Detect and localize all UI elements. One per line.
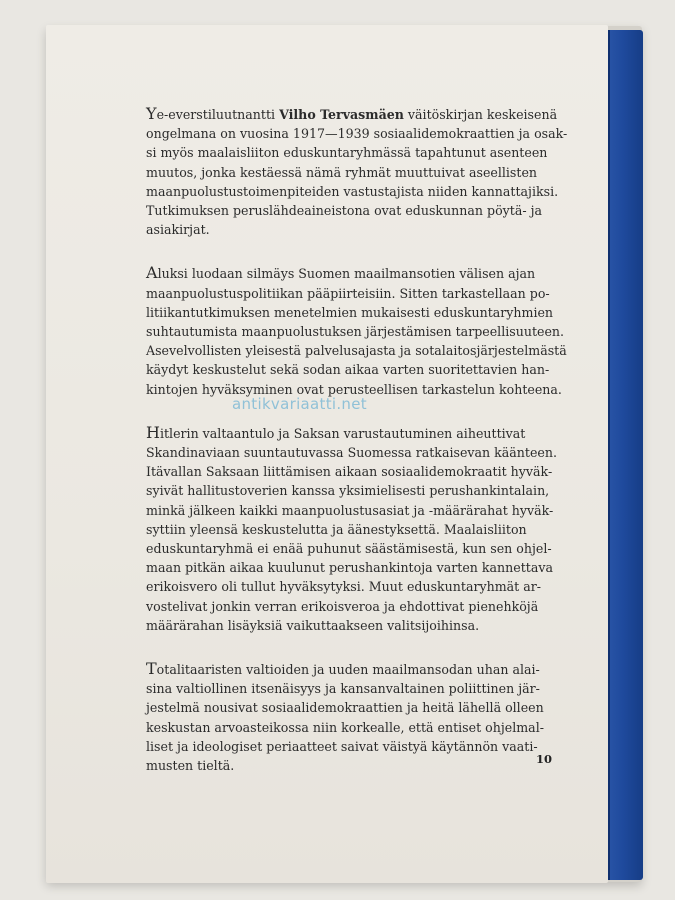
text-line: ongelmana on vuosina 1917—1939 sosiaalidemokraattien ja osak-	[146, 126, 568, 142]
text-line: Asevelvollisten yleisestä palvelusajasta ja sotalaitosjärjestelmästä	[146, 343, 567, 359]
blurb-text	[146, 104, 568, 799]
text-line: Ye-everstiluutnantti Vilho Tervasmäen väitöskirjan keskeisenä	[146, 104, 558, 123]
text-line: musten tieltä.	[146, 758, 235, 774]
text-line: Itävallan Saksaan liittämisen aikaan sosiaalidemokraatit hyväk-	[146, 464, 553, 480]
text-line: vostelivat jonkin verran erikoisveroa ja ehdottivat pienehköjä	[146, 598, 539, 614]
text-line: si myös maalaisliiton eduskuntaryhmässä tapahtunut asenteen	[146, 145, 548, 161]
paragraph-3	[146, 422, 557, 635]
text-line: Tutkimuksen peruslähdeaineistona ovat eduskunnan pöytä- ja	[146, 203, 543, 219]
paragraph-2	[146, 263, 567, 398]
text-line: keskustan arvoasteikossa niin korkealle, että entiset ohjelmal-	[146, 719, 544, 735]
text-line: sina valtiollinen itsenäisyys ja kansanvaltainen poliittinen jär-	[146, 681, 540, 697]
text-line: maan pitkän aikaa kuulunut perushankintoja varten kannettava	[146, 560, 553, 576]
initial-letter: T	[146, 659, 157, 679]
paragraph-4	[146, 659, 546, 775]
text-line: maanpuolustustoimenpiteiden vastustajista niiden kannattajiksi.	[146, 183, 559, 199]
text-line: muutos, jonka kestäessä nämä ryhmät muuttuivat aseellisten	[146, 164, 538, 180]
text-line: eduskuntaryhmä ei enää puhunut säästämisestä, kun sen ohjel-	[146, 541, 552, 557]
initial-letter: H	[146, 422, 160, 442]
text-line: maanpuolustuspolitiikan pääpiirteisiin. Sitten tarkastellaan po-	[146, 285, 550, 301]
text-line: Totalitaaristen valtioiden ja uuden maailmansodan uhan alai-	[146, 659, 540, 679]
initial-letter: A	[146, 263, 158, 283]
text-line: Hitlerin valtaantulo ja Saksan varustautuminen aiheuttivat	[146, 422, 526, 442]
text-line: syivät hallitustoverien kanssa yksimielisesti perushankintalain,	[146, 483, 550, 499]
text-line: syttiin yleensä keskustelutta ja äänestyksettä. Maalaisliiton	[146, 521, 527, 537]
text-line: Aluksi luodaan silmäys Suomen maailmansotien välisen ajan	[146, 263, 536, 283]
text-line: Skandinaviaan suuntautuvassa Suomessa ratkaisevan käänteen.	[146, 445, 557, 461]
page-number: 10	[536, 752, 553, 766]
text-line: käydyt keskustelut sekä sodan aikaa varten suoritettavien han-	[146, 362, 550, 378]
author-name: Vilho Tervasmäen	[279, 107, 404, 122]
paragraph-1	[146, 104, 568, 239]
text-line: määrärahan lisäyksiä vaikuttaakseen valitsijoihinsa.	[146, 617, 480, 633]
text-line: minkä jälkeen kaikki maanpuolustusasiat ja -määrärahat hyväk-	[146, 502, 554, 518]
initial-letter: Y	[146, 104, 157, 123]
text-line: asiakirjat.	[146, 222, 210, 238]
text-line: kintojen hyväksyminen ovat perusteellisen tarkastelun kohteena.	[146, 381, 562, 397]
text-line: jestelmä nousivat sosiaalidemokraattien ja heitä lähellä olleen	[146, 700, 544, 716]
text-line: litiikantutkimuksen menetelmien mukaisesti eduskuntaryhmien	[146, 304, 554, 320]
book-spine	[606, 30, 643, 880]
text-line: suhtautumista maanpuolustuksen järjestämisen tarpeellisuuteen.	[146, 324, 565, 340]
watermark-text: antikvariaatti.net	[232, 395, 367, 413]
text-line: erikoisvero oli tullut hyväksytyksi. Muut eduskuntaryhmät ar-	[146, 579, 542, 595]
text-line: liset ja ideologiset periaatteet saivat väistyä käytännön vaati-	[146, 738, 538, 754]
